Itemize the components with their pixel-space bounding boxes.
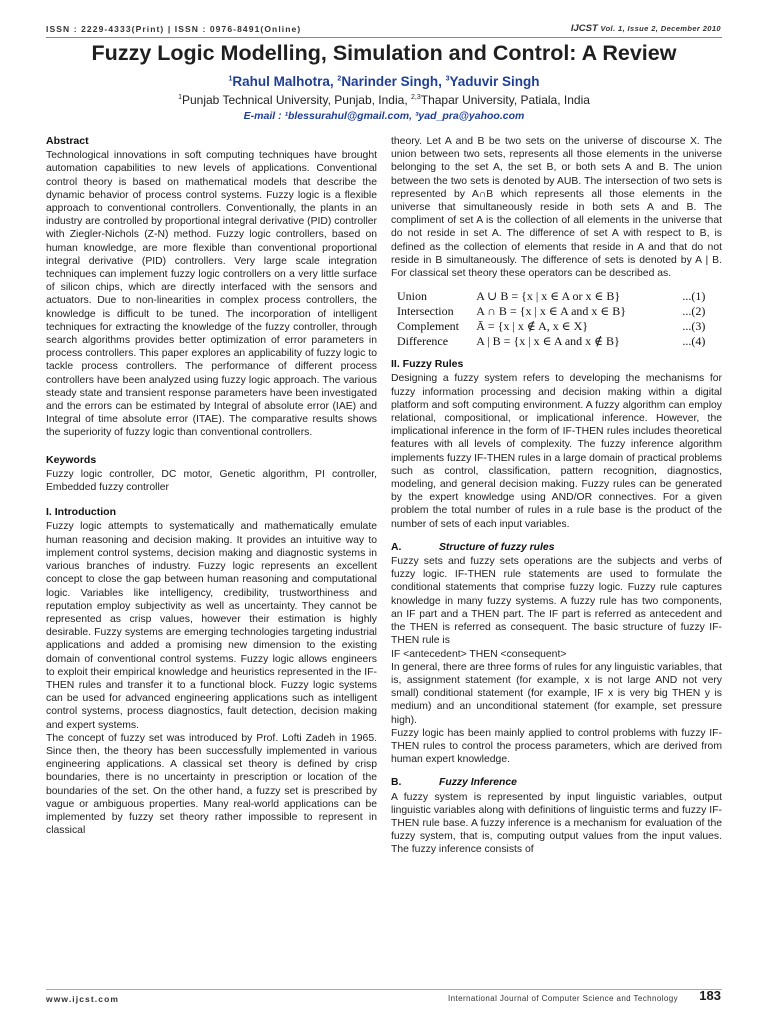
keywords-heading: Keywords <box>46 453 97 466</box>
journal-name: International Journal of Computer Science and Technology <box>448 994 678 1003</box>
subsection-label: A. <box>391 541 402 553</box>
header-divider <box>46 37 722 38</box>
rule-application-paragraph: Fuzzy logic has been mainly applied to control problems with fuzzy IF-THEN rules to control the process parameters, which are derived from human expert knowledge. <box>391 727 722 766</box>
equation-row <box>397 289 722 304</box>
rule-structure-paragraph: Fuzzy sets and fuzzy sets operations are the subjects and verbs of fuzzy logic. IF-THEN rule statements are used to formulate the conditional statements that comprise fuzzy logic. Fuzzy rule captures knowledge in many fuzzy systems. A fuzzy rule has two components, an IF part and a THEN part. The IF part is referred as antecedent and the THEN is referred as consequent. The basic structure of fuzzy IF-THEN rule is <box>391 556 722 647</box>
fuzzy-rules-heading: II. Fuzzy Rules <box>391 358 464 371</box>
paper-title: Fuzzy Logic Modelling, Simulation and Control: A Review <box>91 41 677 65</box>
fuzzy-rules-paragraph: Designing a fuzzy system refers to developing the mechanisms for fuzzy information processing and decision making within a digital platform and soft computing environment. A fuzzy algorithm can employ relational, compositional, or implicational inference. However, the implicational inference in the form of IF-THEN rules includes theoretical features with all levels of complexity. The fuzzy inference algorithm implements fuzzy IF-THEN rules in a large domain of practical problems such as control, classification, pattern recognition, diagnostics, modeling, and general decision making. Fuzzy rules can be generated by the expert knowledge using AND/OR connectives. For a given problem the total number of rules in a rule base is the product of the number of sets of each input variables. <box>391 373 722 530</box>
equation-expression: A ∩ B = {x | x ∈ A and x ∈ B} <box>476 304 627 319</box>
subsection-a-heading <box>391 541 722 554</box>
equation-name: Difference <box>397 334 449 349</box>
equation-row <box>397 334 722 349</box>
subsection-label: B. <box>391 777 402 789</box>
affiliations <box>0 93 768 107</box>
introduction-paragraph: Fuzzy logic attempts to systematically and mathematically emulate human reasoning and decision making. It provides an intuitive way to implement control systems, decision making and diagnostic systems in various branches of industry. Fuzzy logic represents an excellent concept to close the gap between human reasoning and computational logic. Variables like intelligency, credibility, trustworthiness and reputation employ subjectivity as well as uncertainty. They cannot be represented as crisp values, however their estimation is highly desirable. Fuzzy systems are emerging technologies targeting industrial applications and added a promising new dimension to the existing domain of conventional control systems. Fuzzy logic allows engineers to exploit their empirical knowledge and heuristics represented in the IF-THEN rules and transfer it to a functional block. Fuzzy logic systems can be used for advanced engineering applications such as intelligent control systems, process diagnostics, fault detection, decision making and expert systems. <box>46 521 377 731</box>
equation-number: ...(3) <box>682 319 706 334</box>
journal-short: IJCST <box>570 23 598 34</box>
rule-syntax: IF <antecedent> THEN <consequent> <box>391 648 567 660</box>
left-column <box>46 135 377 837</box>
author-name: Rahul Malhotra, <box>232 74 338 89</box>
affiliation-sup: 1 <box>178 94 182 101</box>
equation-number: ...(4) <box>682 334 706 349</box>
equation-expression: A ∪ B = {x | x ∈ A or x ∈ B} <box>476 289 621 304</box>
affiliation-2: Thapar University, Patiala, India <box>420 93 590 107</box>
journal-website: www.ijcst.com <box>46 994 120 1004</box>
equation-number: ...(2) <box>682 304 706 319</box>
author-sup: 3 <box>445 75 450 83</box>
equation-row <box>397 319 722 334</box>
footer-divider <box>46 989 722 990</box>
equation-name: Intersection <box>397 304 454 319</box>
author-name: Yaduvir Singh <box>449 74 540 89</box>
author-list <box>0 74 768 89</box>
equation-name: Union <box>397 289 427 304</box>
author-sup: 1 <box>228 75 233 83</box>
abstract-heading: Abstract <box>46 135 89 147</box>
author-sup: 2 <box>337 75 342 83</box>
subsection-title: Structure of fuzzy rules <box>439 541 555 553</box>
author-name: Narinder Singh, <box>341 74 446 89</box>
equation-number: ...(1) <box>682 289 706 304</box>
abstract-text: Technological innovations in soft computing techniques have brought automation capabilities to new levels of applications. Conventional control theory is based on mathematical models that describe the dynamic behavior of process control systems. Fuzzy logic is a flexible approach to conventional controllers. Conventionally, the plants in an industry are controlled by proportional integral derivative (PID) controller with Ziegler-Nichols (Z-N) method. Fuzzy logic controllers, based on human knowledge, are more flexible than conventional proportional integral derivative (PID) controllers. Very large scale integration techniques can implement fuzzy logic controllers on a very little surface of silicon chips, which are directly interfaced with the sensors and actuators. Due to non-linearities in complex process controllers, the knowledge is difficult to be tuned. The incorporation of intelligent techniques for extracting the knowledge of the fuzzy controller, through search algorithms provides better optimization of error parameters in process controllers. This paper explores an applicability of fuzzy logic to tackle process controllers. The performance of different process controllers have been analyzed using fuzzy logic approach. The various steady state and transient response parameters have been investigated and the errors can be estimated by Integral of absolute error (IAE) and Integral of time absolute error (ITAE). The comparative results shows the superiority of fuzzy logic than conventional controllers. <box>46 150 377 439</box>
equation-expression: Ā = {x | x ∉ A, x ∈ X} <box>476 319 589 334</box>
journal-issue-header <box>571 23 721 34</box>
affiliation-sup: 2,3 <box>411 94 421 101</box>
equation-row <box>397 304 722 319</box>
subsection-b-heading <box>391 776 722 789</box>
fuzzy-inference-paragraph: A fuzzy system is represented by input linguistic variables, output linguistic variables along with definitions of linguistic terms and fuzzy IF-THEN rule base. A fuzzy inference is a mechanism for evaluation of the fuzzy system, that is, computing output values from the input values. The fuzzy inference consists of <box>391 791 722 856</box>
equation-expression: A | B = {x | x ∈ A and x ∉ B} <box>476 334 620 349</box>
right-column <box>391 135 722 857</box>
equation-name: Complement <box>397 319 459 334</box>
keywords-text: Fuzzy logic controller, DC motor, Genetic algorithm, PI controller, Embedded fuzzy controller <box>46 468 377 494</box>
affiliation-1: Punjab Technical University, Punjab, India, <box>181 93 411 107</box>
issn-header: ISSN : 2229-4333(Print) | ISSN : 0976-8491(Online) <box>46 24 302 34</box>
introduction-paragraph: The concept of fuzzy set was introduced by Prof. Lofti Zadeh in 1965. Since then, the theory has been successfully implemented in various engineering applications. A classical set theory is defined by crisp boundaries, there is no uncertainty in prescription or location of the boundaries of the set. On the other hand, a fuzzy set is prescribed by vague or ambiguous properties. Many real-world applications can be implemented by fuzzy set theory rather impossible to represent in classical <box>46 732 377 837</box>
volume-issue: Vol. 1, Issue 2, December 2010 <box>600 24 721 33</box>
rule-forms-paragraph: In general, there are three forms of rules for any linguistic variables, that is, assignment statement (for example, x is not large AND not very small) conditional statement (for example, IF x is very big THEN y is medium) and an unconditional statement (for example, set pressure high). <box>391 661 722 726</box>
page-number: 183 <box>699 988 721 1003</box>
subsection-title: Fuzzy Inference <box>439 777 517 789</box>
set-operations-equations <box>397 289 722 349</box>
introduction-heading: I. Introduction <box>46 506 116 519</box>
set-theory-paragraph: theory. Let A and B be two sets on the universe of discourse X. The union between two sets, represents all those elements in the universe belonging to the set A, the set B, or both sets A and B. The union between the two sets is denoted by AUB. The intersection of two sets is represented by A∩B which represents all those elements in the universe that simultaneously reside in both sets A and B. The compliment of set A is the collection of all elements in the universe that do not reside in set A. The difference of set A with respect to B, is defined as the collection of elements that reside in A and that do not reside in B simultaneously. The difference of sets is denoted by A | B. For classical set theory these operators can be described as. <box>391 136 722 280</box>
author-emails: E-mail : ¹blessurahul@gmail.com, ³yad_pra@yahoo.com <box>243 110 525 122</box>
